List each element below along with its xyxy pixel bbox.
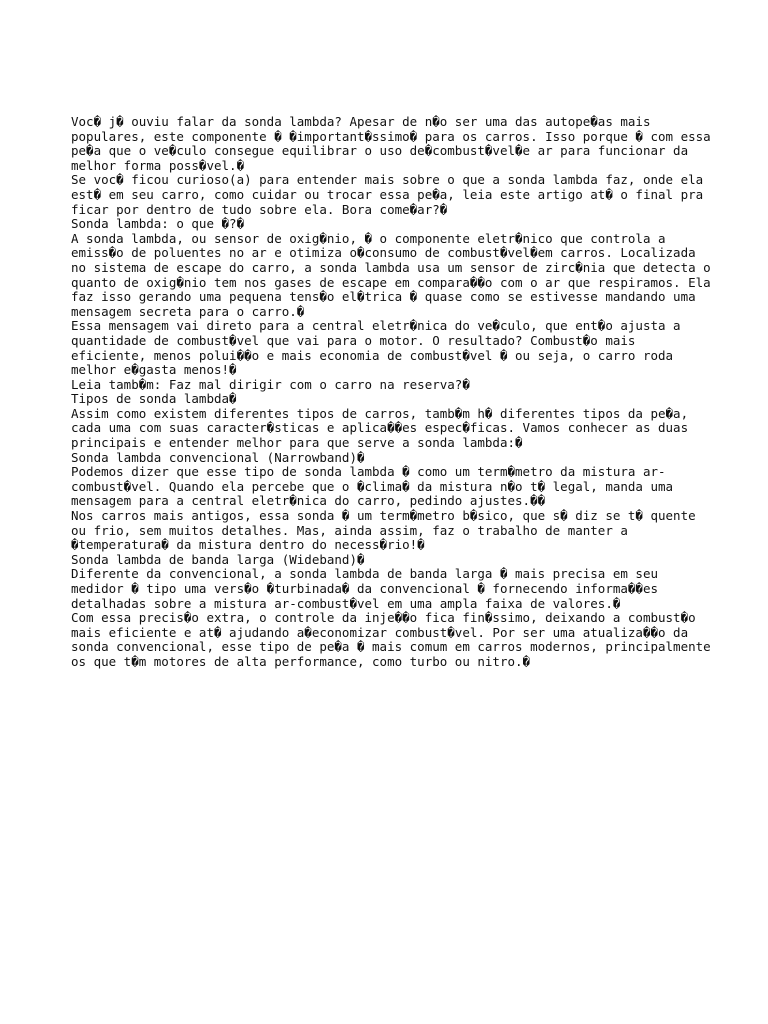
- narrowband-paragraph: Podemos dizer que esse tipo de sonda lambda � como um term�metro da mistura ar-combust�vel. Quando ela percebe que o �clima� da mistura n�o t� legal, manda uma mensagem para a central eletr�nica do carro, pedindo ajustes.��: [71, 464, 674, 509]
- document-body: [71, 115, 711, 670]
- intro-paragraph: Voc� j� ouviu falar da sonda lambda? Apesar de n�o ser uma das autope�as mais populares, este componente � �important�ssimo� para os carros. Isso porque � com essa pe�a que o ve�culo consegue equilibrar o uso de�combust�vel�e ar para funcionar da melhor forma poss�vel.�: [71, 114, 711, 173]
- older-cars-paragraph: Nos carros mais antigos, essa sonda � um term�metro b�sico, que s� diz se t� quente ou frio, sem muitos detalhes. Mas, ainda assim, faz o trabalho de manter a �temperatura� da mistura dentro do necess�rio!�: [71, 508, 696, 553]
- section-heading-types: Tipos de sonda lambda�: [71, 391, 237, 407]
- read-also-line: Leia tamb�m: Faz mal dirigir com o carro na reserva?�: [71, 376, 470, 392]
- central-paragraph: Essa mensagem vai direto para a central eletr�nica do ve�culo, que ent�o ajusta a quantidade de combust�vel que vai para o motor. O resultado? Combust�o mais eficiente, menos polui��o e mais economia de combust�vel � ou seja, o carro roda melhor e�gasta menos!�: [71, 318, 681, 378]
- section-heading-what-is: Sonda lambda: o que �?�: [71, 216, 245, 232]
- types-intro-paragraph: Assim como existem diferentes tipos de carros, tamb�m h� diferentes tipos da pe�a, cada uma com suas caracter�sticas e aplica��es espec�ficas. Vamos conhecer as duas principais e entender melhor para que serve a sonda lambda:�: [71, 405, 689, 451]
- precision-paragraph: Com essa precis�o extra, o controle da inje��o fica fin�ssimo, deixando a combust�o mais eficiente e at� ajudando a�economizar combust�vel. Por ser uma atualiza��o da sonda convencional, esse tipo de pe�a � mais comum em carros modernos, principalmente os que t�m motores de alta performance, como turbo ou nitro.�: [71, 610, 711, 669]
- curiosity-paragraph: Se voc� ficou curioso(a) para entender mais sobre o que a sonda lambda faz, onde ela est� em seu carro, como cuidar ou trocar essa pe�a, leia este artigo at� o final pra ficar por dentro de tudo sobre ela. Bora come�ar?�: [71, 172, 704, 217]
- definition-paragraph: A sonda lambda, ou sensor de oxig�nio, � o componente eletr�nico que controla a emiss�o de poluentes no ar e otimiza o�consumo de combust�vel�em carros. Localizada no sistema de escape do carro, a sonda lambda usa um sensor de zirc�nia que detecta o quanto de oxig�nio tem nos gases de escape em compara��o com o ar que respiramos. Ela faz isso gerando uma pequena tens�o el�trica � quase como se estivesse mandando uma mensagem secreta para o carro.�: [71, 230, 711, 319]
- section-heading-narrowband: Sonda lambda convencional (Narrowband)�: [71, 449, 365, 465]
- section-heading-wideband: Sonda lambda de banda larga (Wideband)�: [71, 551, 365, 567]
- wideband-paragraph: Diferente da convencional, a sonda lambda de banda larga � mais precisa em seu medidor � tipo uma vers�o �turbinada� da convencional � fornecendo informa��es detalhadas sobre a mistura ar-combust�vel em uma ampla faixa de valores.�: [71, 566, 658, 611]
